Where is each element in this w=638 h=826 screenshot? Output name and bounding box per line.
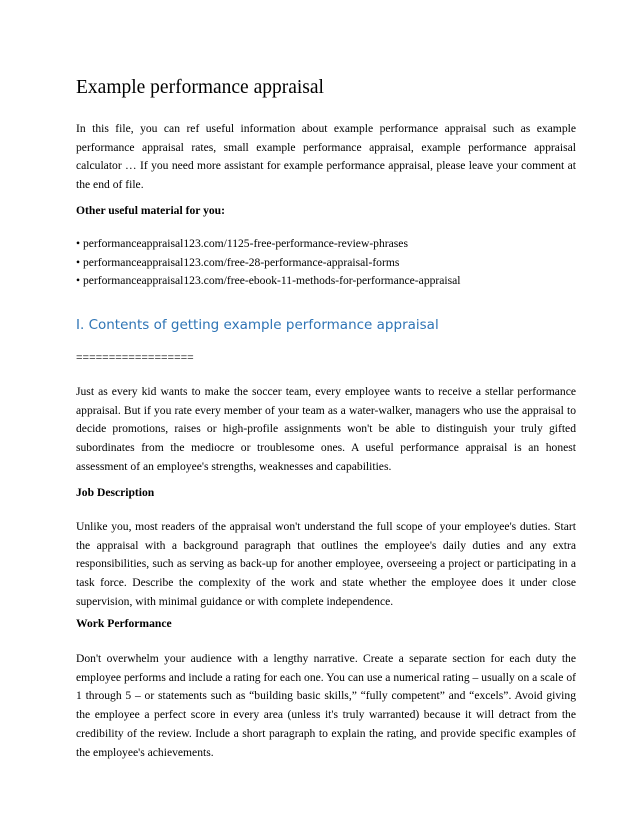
section-heading: I. Contents of getting example performance appraisal (76, 317, 439, 333)
work-performance-heading: Work Performance (76, 617, 172, 630)
useful-link[interactable]: • performanceappraisal123.com/free-28-performance-appraisal-forms (76, 255, 400, 269)
useful-link[interactable]: • performanceappraisal123.com/1125-free-performance-review-phrases (76, 237, 408, 250)
useful-links-list (76, 235, 576, 291)
work-performance-paragraph: Don't overwhelm your audience with a lengthy narrative. Create a separate section for each duty the employee performs and include a rating for each one. You can use a numerical rating – usually on a scale of 1 through 5 – or statements such as “building basic skills,” “fully competent” and “excels”. Avoid giving the employee a perfect score in every area (unless it's truly warranted) because it will detract from the credibility of the review. Include a short paragraph to explain the rating, and provide specific examples of the employee's achievements. (76, 652, 576, 759)
job-description-heading: Job Description (76, 486, 155, 499)
document-title: Example performance appraisal (76, 77, 324, 98)
divider-line: ================== (76, 351, 194, 364)
intro-paragraph: In this file, you can ref useful information about example performance appraisal such as example performance appraisal rates, small example performance appraisal, example performance appraisal calculator … If you need more assistant for example performance appraisal, please leave your comment at the end of file. (76, 122, 576, 192)
intro-appraisal-paragraph: Just as every kid wants to make the soccer team, every employee wants to receive a stellar performance appraisal. But if you rate every member of your team as a water-walker, managers who use the appraisal to decide promotions, raises or high-profile assignments won't be able to distinguish your truly gifted subordinates from the mediocre or troublesome ones. A useful performance appraisal is an honest assessment of an employee's strengths, weaknesses and capabilities. (76, 385, 576, 473)
job-description-paragraph: Unlike you, most readers of the appraisal won't understand the full scope of your employee's duties. Start the appraisal with a background paragraph that outlines the employee's daily duties and any extra responsibilities, such as serving as back-up for another employee, overseeing a project or participating in a task force. Describe the complexity of the work and state whether the employee does it under close supervision, with minimal guidance or with complete independence. (76, 520, 576, 608)
useful-material-heading: Other useful material for you: (76, 204, 225, 217)
useful-link[interactable]: • performanceappraisal123.com/free-ebook-11-methods-for-performance-appraisal (76, 274, 461, 287)
